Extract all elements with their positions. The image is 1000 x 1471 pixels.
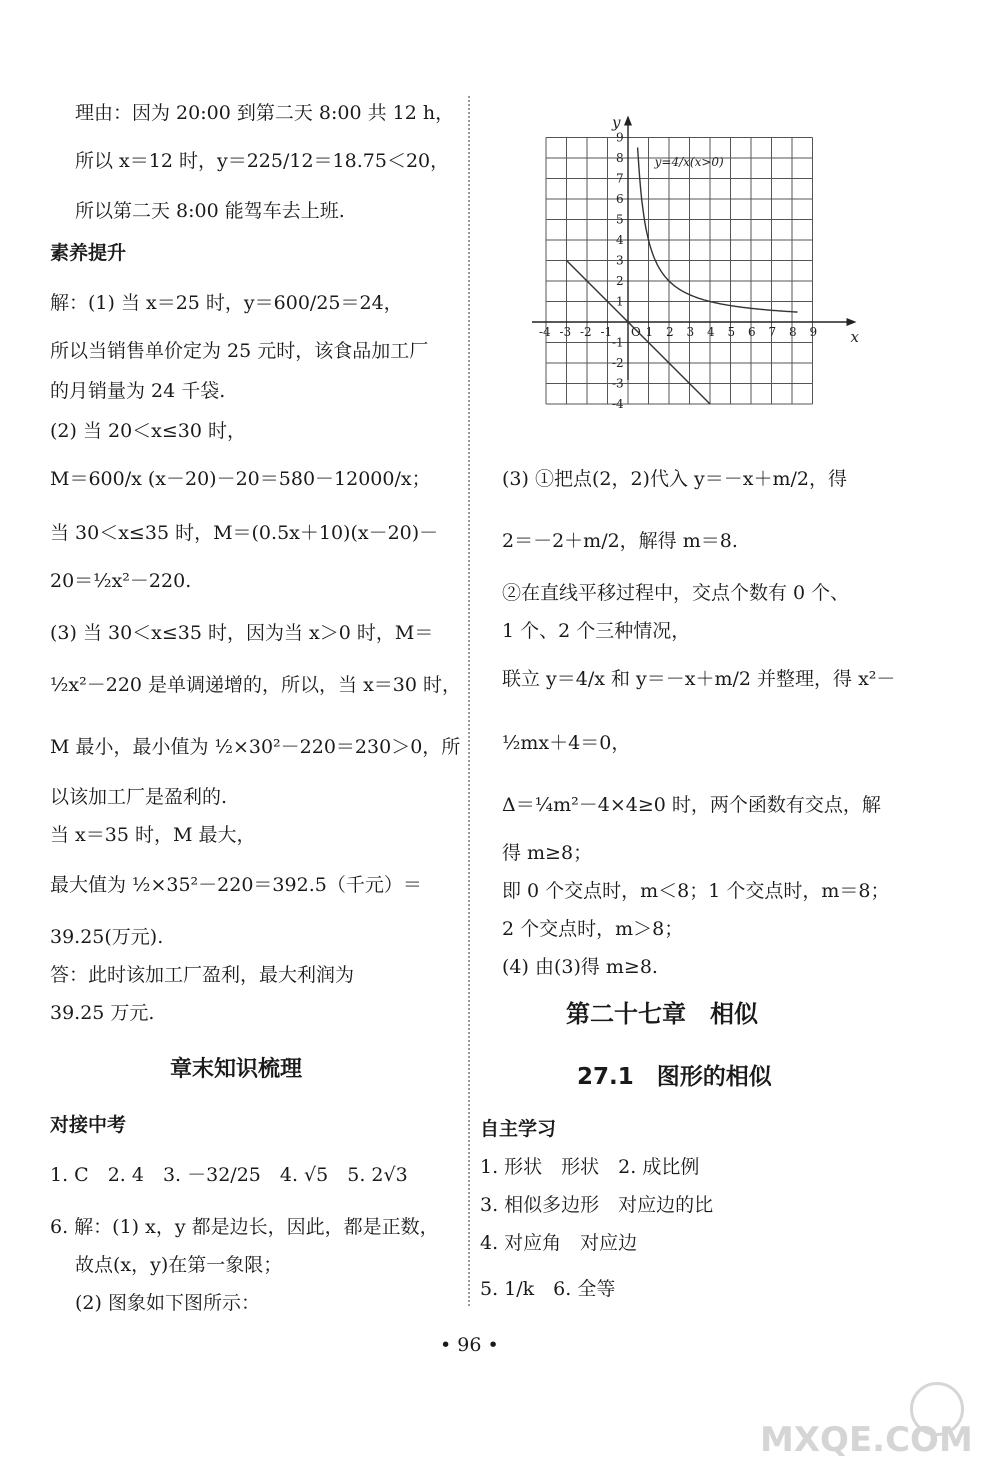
curve-label: y=4/x(x>0) — [654, 155, 724, 170]
y-tick-label: 3 — [616, 253, 624, 268]
y-tick-label: 9 — [616, 130, 624, 145]
text-line: 39.25 万元. — [50, 1002, 155, 1024]
heading-zizhu: 自主学习 — [480, 1118, 557, 1140]
y-tick-label: -4 — [612, 397, 624, 411]
x-tick-label: 5 — [727, 325, 736, 339]
x-axis-label: x — [850, 328, 859, 346]
x-tick-label: 9 — [809, 325, 818, 339]
text-line: (2) 图象如下图所示： — [75, 1292, 260, 1314]
y-tick-label: -1 — [612, 335, 624, 350]
text-line: 的月销量为 24 千袋. — [50, 380, 226, 402]
x-axis-arrow-icon — [847, 318, 857, 326]
y-tick-label: 4 — [616, 233, 624, 247]
text-line: Δ＝¼m²－4×4≥0 时，两个函数有交点，解 — [502, 794, 881, 816]
y-tick-label: 8 — [616, 151, 624, 165]
y-tick-label: 5 — [616, 212, 624, 227]
text-line: 得 m≥8； — [502, 842, 593, 864]
y-tick-label: 2 — [616, 274, 624, 288]
function-graph — [520, 96, 870, 446]
watermark-text: MXQE.COM — [760, 1420, 973, 1460]
y-tick-label: 6 — [616, 192, 624, 206]
heading-suyang: 素养提升 — [50, 242, 127, 264]
x-tick-label: 4 — [707, 325, 715, 339]
text-line: 故点(x，y)在第一象限； — [75, 1254, 283, 1276]
x-tick-label: 2 — [666, 325, 674, 339]
text-line: 1. 形状 形状 2. 成比例 — [480, 1156, 700, 1178]
page-number: • 96 • — [440, 1334, 499, 1356]
text-line: 答：此时该加工厂盈利，最大利润为 — [50, 964, 355, 986]
y-axis-label: y — [612, 113, 621, 132]
text-line: 2＝－2＋m/2，解得 m＝8. — [502, 530, 738, 552]
hyperbola-curve — [638, 148, 798, 313]
x-tick-label: -1 — [600, 325, 613, 339]
y-axis-arrow-icon — [624, 116, 632, 126]
heading-duijie: 对接中考 — [50, 1114, 127, 1136]
origin-label: O — [631, 325, 641, 339]
x-tick-label: 3 — [686, 325, 695, 339]
text-line: 即 0 个交点时，m＜8；1 个交点时，m＝8； — [502, 880, 890, 902]
text-line: ½mx＋4＝0， — [502, 732, 631, 754]
text-line: ½x²－220 是单调递增的，所以，当 x＝30 时， — [50, 674, 462, 696]
text-line: M＝600/x (x－20)－20＝580－12000/x； — [50, 468, 431, 490]
text-line: 39.25(万元). — [50, 926, 164, 948]
text-line: 4. 对应角 对应边 — [480, 1232, 638, 1254]
text-line: ②在直线平移过程中，交点个数有 0 个、 — [502, 582, 850, 604]
text-line: 当 x＝35 时，M 最大， — [50, 824, 256, 846]
chapter-title: 第二十七章 相似 — [566, 1000, 758, 1028]
y-tick-label: 1 — [616, 294, 624, 309]
text-line: 5. 1/k 6. 全等 — [480, 1278, 616, 1300]
text-line: (2) 当 20＜x≤30 时， — [50, 420, 247, 442]
x-tick-label: 7 — [768, 325, 777, 339]
x-tick-label: -3 — [559, 325, 572, 339]
y-tick-label: 7 — [616, 171, 624, 186]
chapter-summary-title: 章末知识梳理 — [170, 1057, 303, 1082]
y-tick-label: -3 — [612, 376, 624, 391]
text-line: 联立 y＝4/x 和 y＝－x＋m/2 并整理，得 x²－ — [502, 668, 896, 690]
column-divider — [468, 96, 470, 1306]
text-line: 当 30＜x≤35 时，M＝(0.5x＋10)(x－20)－ — [50, 522, 439, 544]
x-tick-label: -2 — [580, 325, 592, 339]
text-line: 以该加工厂是盈利的. — [50, 786, 228, 808]
text-line: (3) 当 30＜x≤35 时，因为当 x＞0 时，M＝ — [50, 622, 434, 644]
x-tick-label: 8 — [789, 325, 797, 339]
text-line: 3. 相似多边形 对应边的比 — [480, 1194, 714, 1216]
text-line: 20＝½x²－220. — [50, 570, 192, 592]
text-line: 1 个、2 个三种情况， — [502, 620, 691, 642]
text-line: 所以 x＝12 时，y＝225/12＝18.75＜20， — [75, 150, 450, 172]
section-title: 27.1 图形的相似 — [577, 1064, 772, 1090]
text-line: (3) ①把点(2，2)代入 y＝－x＋m/2，得 — [502, 468, 847, 490]
text-line: 最大值为 ½×35²－220＝392.5（千元）＝ — [50, 874, 422, 896]
text-line: 2 个交点时，m＞8； — [502, 918, 684, 940]
x-tick-label: 6 — [748, 325, 756, 339]
text-line: 1. C 2. 4 3. －32/25 4. √5 5. 2√3 — [50, 1164, 408, 1186]
text-line: 所以第二天 8:00 能驾车去上班. — [75, 200, 345, 222]
y-tick-label: -2 — [612, 356, 624, 370]
text-line: (4) 由(3)得 m≥8. — [502, 956, 658, 978]
text-line: 解：(1) 当 x＝25 时，y＝600/25＝24， — [50, 292, 403, 314]
text-line: 理由：因为 20:00 到第二天 8:00 共 12 h， — [75, 102, 455, 124]
x-tick-label: -4 — [539, 325, 551, 339]
x-tick-label: 1 — [645, 325, 654, 339]
text-line: 6. 解：(1) x，y 都是边长，因此，都是正数， — [50, 1216, 439, 1238]
text-line: 所以当销售单价定为 25 元时，该食品加工厂 — [50, 340, 429, 362]
text-line: M 最小，最小值为 ½×30²－220＝230＞0，所 — [50, 736, 461, 758]
watermark-logo — [760, 1380, 980, 1460]
